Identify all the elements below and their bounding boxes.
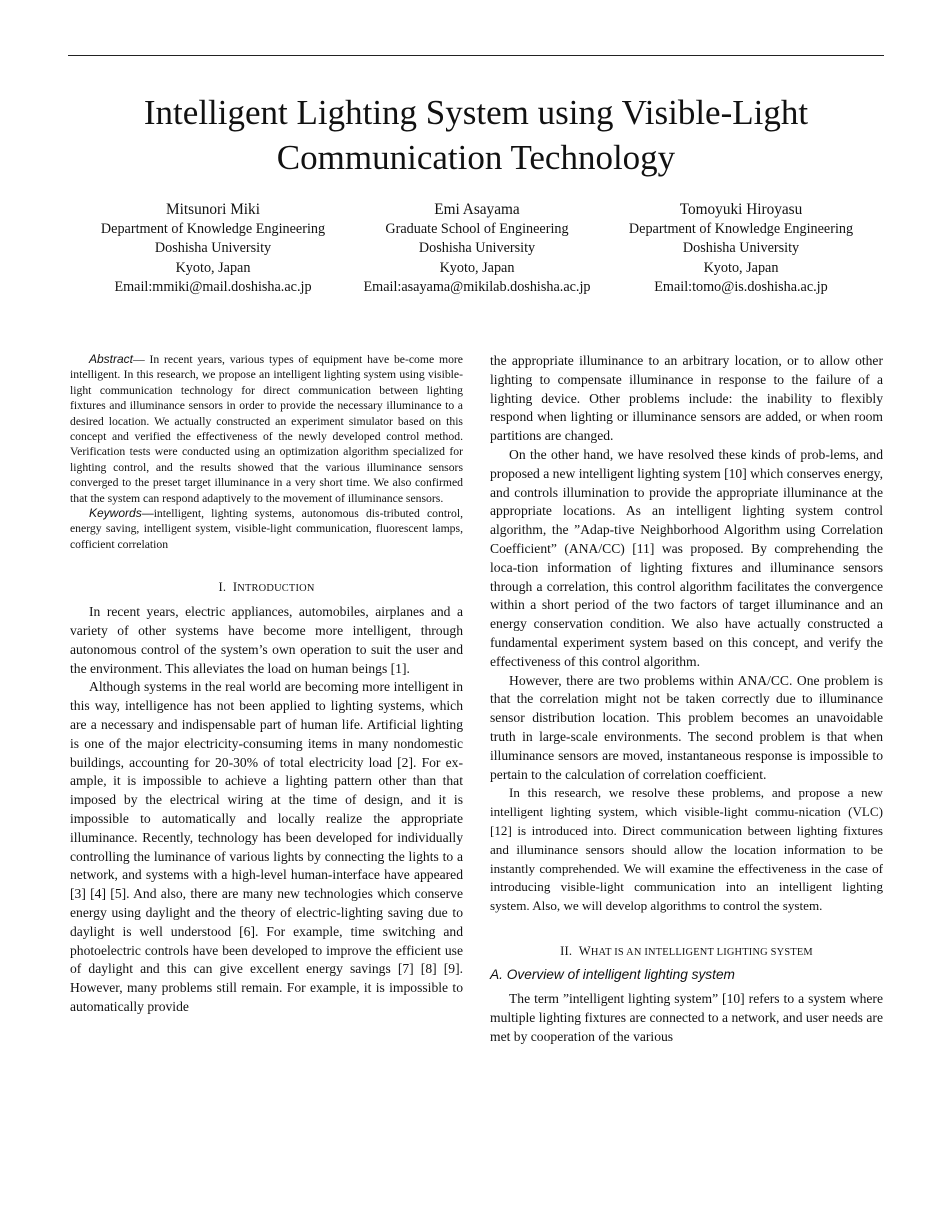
author-3 — [610, 200, 872, 298]
section-heading-introduction — [70, 580, 463, 595]
title-line-2: Communication Technology — [276, 138, 676, 177]
author-name: Tomoyuki Hiroyasu — [679, 201, 803, 218]
author-email: Email:mmiki@mail.doshisha.ac.jp — [114, 279, 312, 296]
intro-paragraph-3: On the other hand, we have resolved these kinds of prob-lems, and proposed a new intelligent lighting system [10] which conserves energy, and controls illumination to provide the appropriate illuminance at the appropriate locations. As an intelligent lighting system control algorithm, the ”Adap-tive Neighborhood Algorithm using Correlation Coefficient” (ANA/CC) [11] was proposed. By comprehending the loca-tion information of lighting fixtures and illuminance sensors through a correlation, this control algorithm facilitates the convergence within a short period of the two factors of target illuminance and an energy conservation condition. We also have actually constructed a fundamental experiment system based on this concept, and verify the effectiveness of this control algorithm. — [490, 446, 883, 669]
intro-paragraph-2: Although systems in the real world are becoming more intelligent in this way, intelligence has not been applied to lighting systems, which are a necessary and indispensable part of human life. Artificial lighting is one of the major electricity-consuming items in many nondomestic buildings, accounting for 20-30% of total electricity load [2]. For ex-ample, it is impossible to achieve a lighting pattern other than that imposed by the electrical wiring at the time of design, and it is impossible to automatically and locally realize the appropriate illuminance. Recently, technology has been developed for individually controlling the luminance of various lights by connecting the lights to a network, and systems with a high-level human-interface have appeared [3] [4] [5]. And also, there are many new technologies which conserve energy using daylight and the theory of electric-lighting saving due to daylight is well understood [6]. For example, time switching and photoelectric controls have been developed to improve the efficient use of daylight and this can give excellent energy savings [7] [8] [9]. However, many problems still remain. For example, it is impossible to automatically provide — [70, 679, 463, 1015]
keywords-text: intelligent, lighting systems, autonomous dis-tributed control, energy saving, intelligent system, visible-light communication, fluorescent lamps, cofficient correlation — [70, 507, 463, 551]
author-university: Doshisha University — [682, 240, 800, 257]
section-number: II. — [560, 943, 573, 958]
author-email: Email:asayama@mikilab.doshisha.ac.jp — [363, 279, 591, 296]
intro-paragraph-5: In this research, we resolve these problems, and propose a new intelligent lighting system, which visible-light commu-nication (VLC) [12] is introduced into. Direct communication between lighting fixtures and illuminance sensors should allow the location information to be instantly comprehended. We will examine the effectiveness in the case of introducing visible-light communication into an intelligent lighting system. Also, we will develop algorithms to control the system. — [490, 785, 883, 914]
paper-title — [0, 90, 952, 180]
author-department: Graduate School of Engineering — [385, 221, 569, 237]
author-location: Kyoto, Japan — [703, 259, 779, 276]
author-name: Mitsunori Miki — [166, 201, 260, 218]
author-department: Department of Knowledge Engineering — [100, 221, 326, 237]
abstract-label: Abstract — [89, 352, 134, 366]
author-location: Kyoto, Japan — [175, 259, 251, 276]
section-title-initial: I — [232, 580, 238, 595]
section-title-rest: NTRODUCTION — [237, 583, 315, 595]
left-column — [70, 352, 463, 1017]
section-number: I. — [218, 580, 227, 595]
author-2 — [346, 200, 608, 298]
header-rule — [68, 55, 884, 56]
author-block — [82, 200, 872, 298]
abstract — [70, 352, 463, 506]
abstract-text: — In recent years, various types of equipment have be-come more intelligent. In this research, we propose an intelligent lighting system using visible-light communication technology for direct communication between lighting fixtures and illuminance sensors in order to provide the necessary illuminance to a desired location. We actually constructed an experiment simulator based on this concept and verified the effectiveness of the newly developed control method. Verification tests were conducted using an optimization algorithm specialized for lighting control, and the results showed that the various illuminance sensors converged to the preset target illuminance in a very short time. We also confirmed that the system can respond adaptively to the movement of illuminance sensors. — [70, 353, 463, 505]
section-title-rest: HAT IS AN INTELLIGENT LIGHTING SYSTEM — [590, 946, 813, 958]
intro-paragraph-1: In recent years, electric appliances, automobiles, airplanes and a variety of other systems have become more intelligent, through autonomous control of the system’s own operation to suit the user and the environment. This alleviates the load on human beings [1]. — [70, 604, 463, 676]
right-column — [490, 352, 883, 1046]
author-university: Doshisha University — [154, 240, 272, 257]
section-heading-intelligent-lighting — [490, 944, 883, 959]
author-1 — [82, 200, 344, 298]
author-email: Email:tomo@is.doshisha.ac.jp — [654, 279, 828, 296]
title-line-1: Intelligent Lighting System using Visible-Light — [143, 93, 809, 132]
author-university: Doshisha University — [418, 240, 536, 257]
intro-paragraph-continued: the appropriate illuminance to an arbitrary location, or to allow other lighting to compensate illuminance in response to the failure of a lighting device. Other problems include: the inability to flexibly respond when lighting or illuminance sensors are added, or when room partitions are changed. — [490, 353, 883, 444]
section-title-initial: W — [578, 943, 591, 958]
overview-paragraph-1: The term ”intelligent lighting system” [10] refers to a system where multiple lighting fixtures are connected to a network, and user needs are met by cooperation of the various — [490, 990, 883, 1044]
author-department: Department of Knowledge Engineering — [628, 221, 854, 237]
keywords — [70, 506, 463, 552]
intro-paragraph-4: However, there are two problems within ANA/CC. One problem is that the correlation might not be taken correctly due to illuminance sensor distribution location. This problem becomes an unavoidable truth in large-scale environments. The second problem is that when illuminance sensors are moved, instantaneous response is impossible to pertain to the calculation of correlation coefficient. — [490, 672, 883, 782]
author-location: Kyoto, Japan — [439, 259, 515, 276]
keywords-label: Keywords— — [89, 506, 154, 521]
subsection-heading-overview: A. Overview of intelligent lighting system — [490, 966, 735, 982]
author-name: Emi Asayama — [434, 201, 520, 218]
